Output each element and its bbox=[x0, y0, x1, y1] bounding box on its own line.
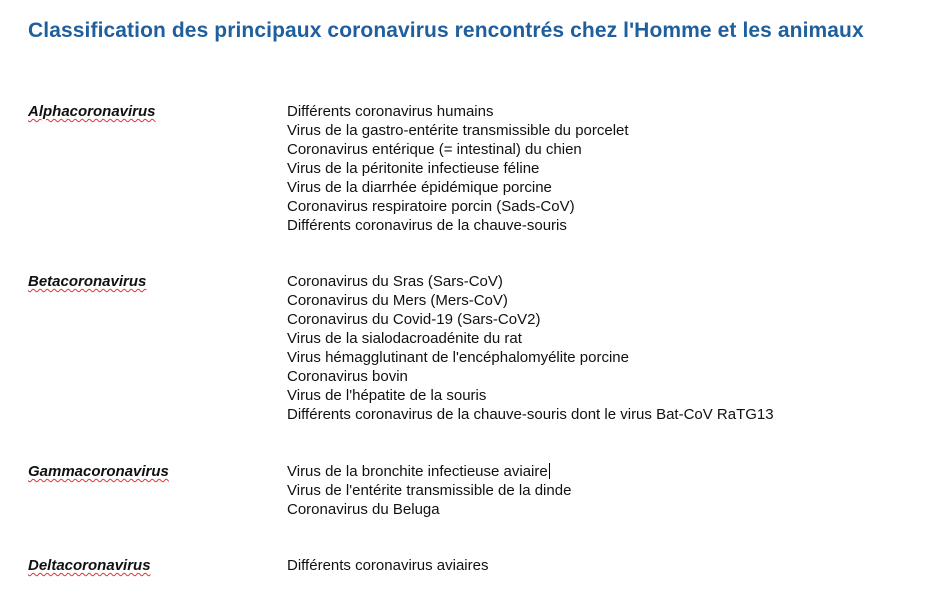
page-title: Classification des principaux coronavirus rencontrés chez l'Homme et les animaux bbox=[28, 19, 864, 42]
text-cursor bbox=[549, 463, 550, 479]
species-item: Virus hémagglutinant de l'encéphalomyélite porcine bbox=[287, 349, 629, 366]
species-item: Coronavirus du Sras (Sars-CoV) bbox=[287, 273, 503, 290]
species-item: Coronavirus du Mers (Mers-CoV) bbox=[287, 292, 508, 309]
species-list bbox=[287, 272, 774, 424]
species-item: Coronavirus du Beluga bbox=[287, 501, 440, 518]
species-list bbox=[287, 462, 571, 519]
species-item: Coronavirus bovin bbox=[287, 368, 408, 385]
species-item: Coronavirus du Covid-19 (Sars-CoV2) bbox=[287, 311, 541, 328]
species-item[interactable] bbox=[287, 462, 571, 481]
species-item: Virus de la gastro-entérite transmissible du porcelet bbox=[287, 122, 629, 139]
genus-label: Deltacoronavirus bbox=[28, 557, 151, 574]
species-item: Différents coronavirus humains bbox=[287, 103, 494, 120]
genus-label: Betacoronavirus bbox=[28, 273, 147, 290]
species-item: Coronavirus respiratoire porcin (Sads-CoV) bbox=[287, 198, 575, 215]
genus-label: Gammacoronavirus bbox=[28, 463, 169, 480]
genus-label: Alphacoronavirus bbox=[28, 103, 156, 120]
species-item: Virus de l'hépatite de la souris bbox=[287, 387, 487, 404]
species-item: Différents coronavirus aviaires bbox=[287, 557, 489, 574]
species-list bbox=[287, 102, 629, 235]
species-item: Différents coronavirus de la chauve-souris bbox=[287, 217, 567, 234]
species-item: Virus de la diarrhée épidémique porcine bbox=[287, 179, 552, 196]
species-item: Différents coronavirus de la chauve-souris dont le virus Bat-CoV RaTG13 bbox=[287, 406, 774, 423]
species-text: Virus de la bronchite infectieuse aviaire bbox=[287, 463, 548, 480]
species-item: Virus de l'entérite transmissible de la dinde bbox=[287, 482, 572, 499]
species-item: Virus de la sialodacroadénite du rat bbox=[287, 330, 522, 347]
species-item: Coronavirus entérique (= intestinal) du chien bbox=[287, 141, 582, 158]
species-item: Virus de la péritonite infectieuse féline bbox=[287, 160, 540, 177]
species-list bbox=[287, 556, 488, 575]
